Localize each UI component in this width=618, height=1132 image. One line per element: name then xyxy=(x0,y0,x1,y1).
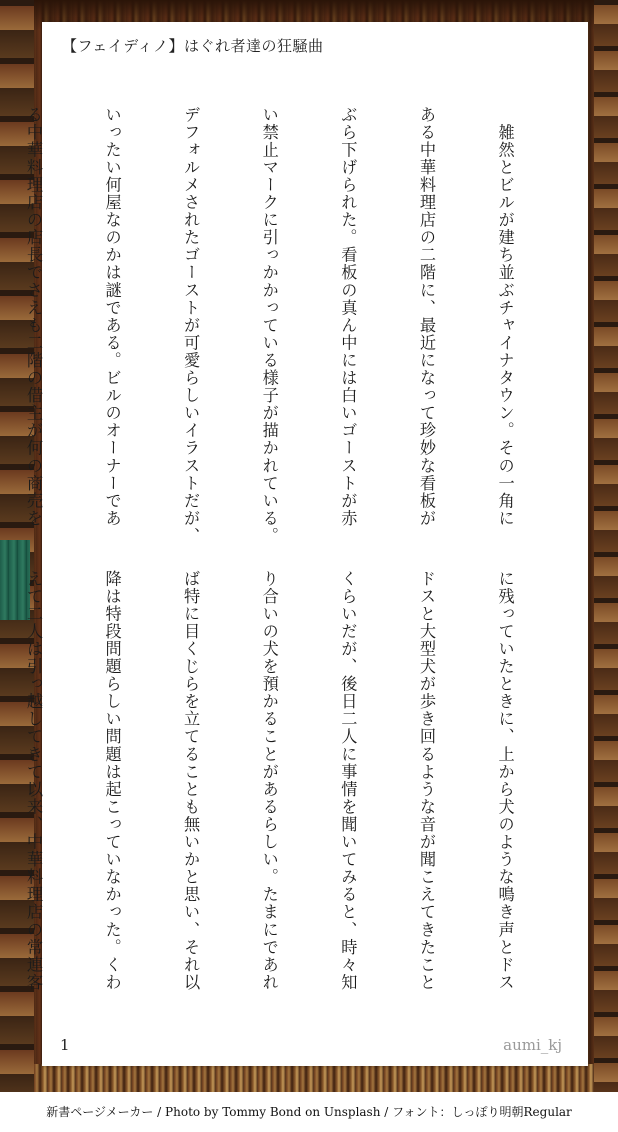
text-column: いったい何屋なのかは謎である。ビルのオーナーであ xyxy=(102,106,122,528)
author-name: aumi_kj xyxy=(503,1036,562,1054)
body-text-lower xyxy=(23,570,570,1002)
text-column: り合いの犬を預かることがあるらしい。たまにであれ xyxy=(259,570,279,992)
page-number: 1 xyxy=(60,1036,70,1054)
book-title: 【フェイディノ】はぐれ者達の狂騒曲 xyxy=(62,37,324,55)
text-column: ドスと大型犬が歩き回るような音が聞こえてきたこと xyxy=(416,570,436,992)
text-column: 雑然とビルが建ち並ぶチャイナタウン。その一角に xyxy=(495,106,515,528)
text-column: る中華料理店の店長でさえも二階の借主が何の商売を xyxy=(23,106,43,528)
text-column: ば特に目くじらを立てることも無いかと思い、それ以 xyxy=(181,570,201,992)
bookshelf-bottom xyxy=(34,1064,594,1092)
bookshelf-right xyxy=(594,0,618,1092)
novel-page xyxy=(23,22,588,1066)
credit-line: 新書ページメーカー / Photo by Tommy Bond on Unsplash / フォント：しっぽり明朝Regular xyxy=(46,1105,572,1119)
text-column: い禁止マークに引っかかっている様子が描かれている。 xyxy=(259,106,279,545)
text-column: ある中華料理店の二階に、最近になって珍妙な看板が xyxy=(416,106,436,528)
text-column: えて二人は引っ越してきて以来、中華料理店の常連客 xyxy=(23,570,43,992)
text-column: に残っていたときに、上から犬のような鳴き声とドス xyxy=(495,570,515,992)
text-column: くらいだが、後日二人に事情を聞いてみると、時々知 xyxy=(338,570,358,992)
text-column: ぶら下げられた。看板の真ん中には白いゴーストが赤 xyxy=(338,106,358,528)
body-text-upper xyxy=(23,106,570,545)
text-column: デフォルメされたゴーストが可愛らしいイラストだが、 xyxy=(181,106,201,545)
text-column: 降は特段問題らしい問題は起こっていなかった。くわ xyxy=(102,570,122,992)
